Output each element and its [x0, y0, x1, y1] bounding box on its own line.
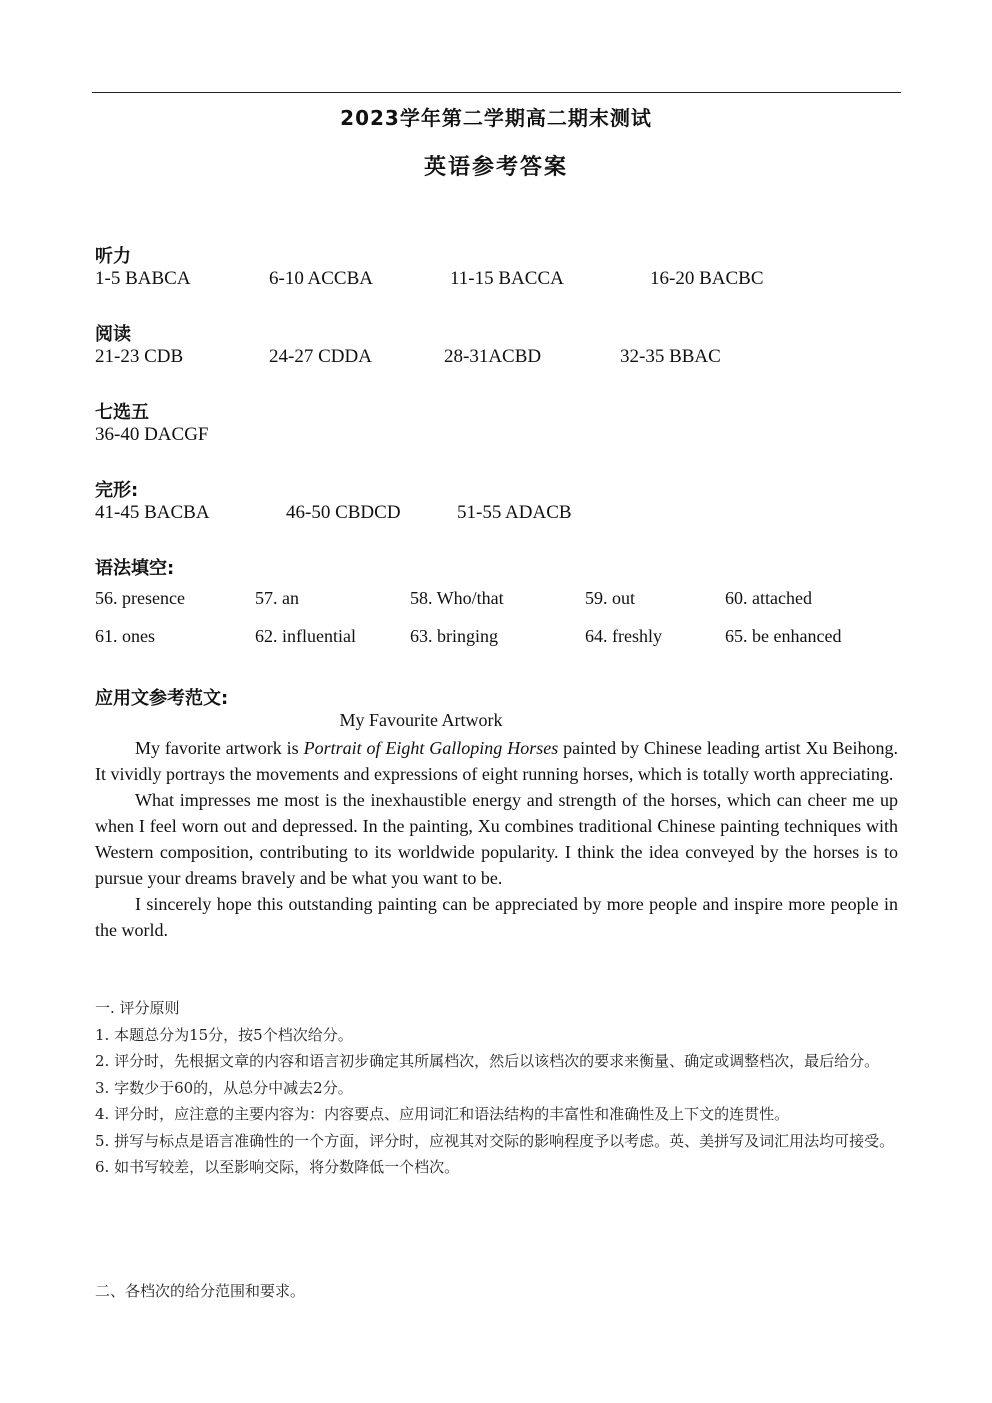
grammar-answer: 56. presence — [95, 588, 185, 608]
essay-paragraph — [95, 735, 898, 787]
grammar-answer: 62. influential — [255, 626, 356, 646]
header-rule — [92, 92, 901, 93]
grammar-answer: 58. Who/that — [410, 588, 504, 608]
seven-choose-five-answers — [0, 424, 992, 448]
answer-group: 21-23 CDB — [95, 346, 184, 367]
rubric-item: 3. 字数少于60的，从总分中减去2分。 — [95, 1078, 353, 1097]
essay-text: painted by Chinese leading artist Xu Beihong. It vividly portrays the movements and expressions of eight running horses, which is totally worth appreciating. — [95, 738, 898, 784]
reading-answers — [0, 346, 992, 370]
seven-choose-five-heading: 七选五 — [95, 402, 149, 423]
reading-heading: 阅读 — [95, 324, 131, 345]
essay-title: My Favourite Artwork — [339, 710, 503, 730]
answer-group: 16-20 BACBC — [650, 268, 764, 289]
rubric-section-2: 二、各档次的给分范围和要求。 — [95, 1282, 306, 1300]
listening-answers — [0, 268, 992, 292]
rubric-item: 5. 拼写与标点是语言准确性的一个方面，评分时，应视其对交际的影响程度予以考虑。英、美拼写及词汇用法均可接受。 — [95, 1131, 895, 1150]
essay-paragraph: What impresses me most is the inexhaustible energy and strength of the horses, which can cheer me up when I feel worn out and depressed. In the painting, Xu combines traditional Chinese painting techniques with Western composition, contributing to its worldwide popularity. I think the idea conveyed by the horses is to pursue your dreams bravely and be what you want to be. — [95, 790, 898, 888]
rubric-item: 2. 评分时，先根据文章的内容和语言初步确定其所属档次，然后以该档次的要求来衡量、确定或调整档次，最后给分。 — [95, 1052, 880, 1070]
cloze-answers — [0, 502, 992, 526]
rubric-item: 4. 评分时，应注意的主要内容为：内容要点、应用词汇和语法结构的丰富性和准确性及上下文的连贯性。 — [95, 1105, 790, 1123]
grammar-answer: 61. ones — [95, 626, 155, 646]
grammar-answer: 59. out — [585, 588, 636, 608]
grammar-answer: 63. bringing — [410, 626, 498, 646]
rubric-heading: 一. 评分原则 — [95, 999, 180, 1017]
cloze-heading: 完形: — [95, 480, 139, 501]
artwork-title: Portrait of Eight Galloping Horses — [303, 738, 559, 758]
listening-heading: 听力 — [95, 246, 131, 267]
rubric — [95, 995, 900, 1181]
essay-text: My favorite artwork is — [135, 738, 304, 758]
answer-group: 28-31ACBD — [444, 346, 542, 367]
writing-heading: 应用文参考范文: — [95, 688, 229, 709]
answer-group: 6-10 ACCBA — [269, 268, 373, 289]
answer-group: 41-45 BACBA — [95, 502, 210, 523]
grammar-answer: 57. an — [255, 588, 299, 608]
answer-group: 24-27 CDDA — [269, 346, 372, 367]
answer-group: 32-35 BBAC — [620, 346, 721, 367]
grammar-answer: 64. freshly — [585, 626, 662, 646]
grammar-answer: 60. attached — [725, 588, 812, 608]
answer-group: 36-40 DACGF — [95, 424, 209, 445]
rubric-item: 6. 如书写较差，以至影响交际，将分数降低一个档次。 — [95, 1158, 460, 1176]
answer-group: 1-5 BABCA — [95, 268, 191, 289]
answer-group: 11-15 BACCA — [450, 268, 564, 289]
grammar-answer: 65. be enhanced — [725, 626, 842, 646]
essay-body — [95, 735, 898, 943]
essay-paragraph: I sincerely hope this outstanding painting can be appreciated by more people and inspire more people in the world. — [95, 894, 898, 940]
grammar-heading: 语法填空: — [95, 558, 175, 579]
answer-group: 46-50 CBDCD — [286, 502, 401, 523]
answer-group: 51-55 ADACB — [457, 502, 572, 523]
rubric-item: 1. 本题总分为15分，按5个档次给分。 — [95, 1025, 353, 1044]
page-title: 2023学年第二学期高二期末测试 — [340, 106, 652, 130]
page-subtitle: 英语参考答案 — [423, 155, 568, 180]
